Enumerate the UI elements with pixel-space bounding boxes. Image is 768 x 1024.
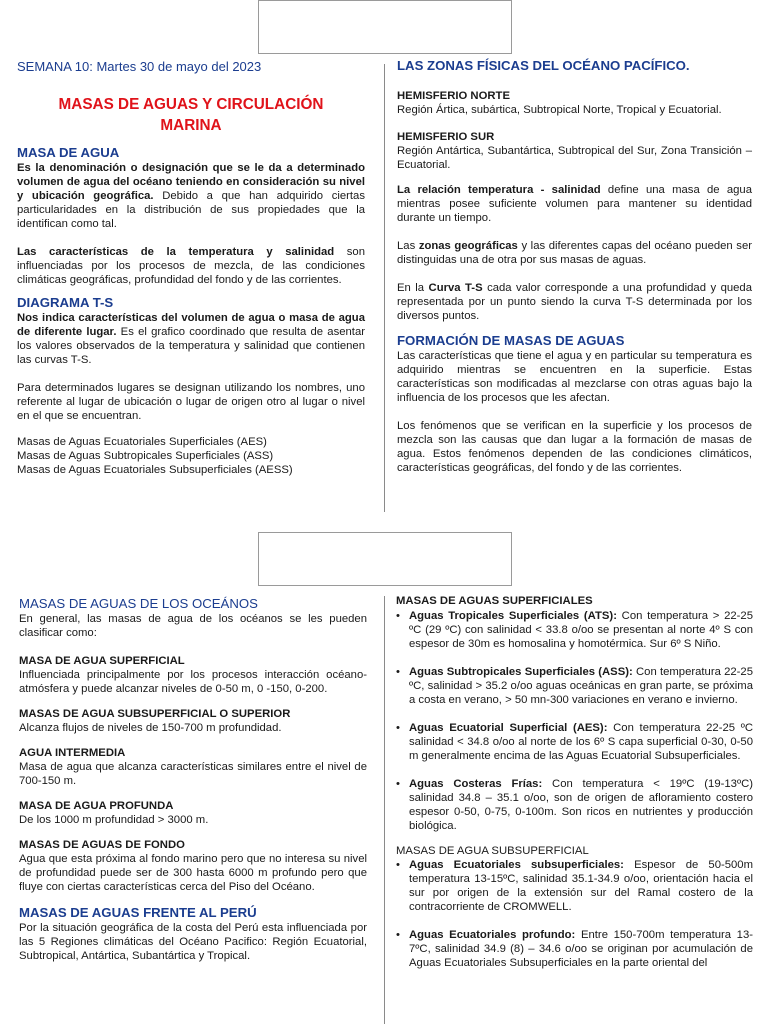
list-item [396,777,753,833]
curva-pre: En la [397,282,429,294]
profunda-text: De los 1000 m profundidad > 3000 m. [19,814,209,826]
hemisferio-norte-text: Región Ártica, subártica, Subtropical Norte, Tropical y Ecuatorial. [397,104,722,116]
list-item [396,721,753,763]
title-line-2: MARINA [160,117,222,134]
curva-bold: Curva T-S [428,282,483,294]
peru-paragraph: Por la situación geográfica de la costa del Perú esta influenciada por las 5 Regiones climáticas del Océano Pacifico: Región Ecuatorial, Subtropical, Antártica, Subantártica y Tropical. [19,922,367,962]
formacion-paragraph-1: Las características que tiene el agua y en particular su temperatura es adquirido mientras se encuentren en la superficie. Estas características son modificadas al mezclarse con otras aguas bajo la influencia de los procesos que les afectan. [397,350,752,404]
profunda-block [19,799,367,827]
ats-bold: Aguas Tropicales Superficiales (ATS): [409,610,617,622]
aep-rest: Entre 150-700m temperatura 13-7ºC, salinidad 34.9 (8) – 34.6 o/oo se originan por acumulación de Aguas Ecuatoriales Subsuperficiales en la parte oriental del [409,929,753,969]
hemisferio-sur-block [397,130,752,172]
hemisferio-norte-block [397,89,752,117]
list-item [396,665,753,707]
zonas-geograficas-paragraph [397,239,752,267]
hemisferio-sur-text: Región Antártica, Subantártica, Subtropical del Sur, Zona Transición – Ecuatorial. [397,145,752,171]
page2-left-column [19,596,367,977]
profunda-label: MASA DE AGUA PROFUNDA [19,800,174,812]
zg-bold: zonas geográficas [418,240,518,252]
peru-heading: MASAS DE AGUAS FRENTE AL PERÚ [19,905,257,920]
list-item [396,609,753,651]
ass-bold: Aguas Subtropicales Superficiales (ASS): [409,666,633,678]
curva-ts-paragraph [397,281,752,323]
hemisferio-norte-label: HEMISFERIO NORTE [397,90,510,102]
superficial-text: Influenciada principalmente por los procesos interacción océano-atmósfera y puede alcanzar niveles de 0-50 m, 0 -150, 0-200. [19,669,367,695]
page1-left-column [17,58,365,477]
list-item [396,858,753,914]
subsuperficial-text: Alcanza flujos de niveles de 150-700 m profundidad. [19,722,282,734]
masa-agua-rest: Debido a que han adquirido ciertas particularidades en la distribución de sus propiedades que la identifican como tal. [17,190,365,230]
zg-rest: y las diferentes capas del océano pueden ser distinguidas una de otra por sus masas de aguas. [397,240,752,266]
column-divider-2 [384,596,385,1024]
ats-rest: Con temperatura > 22-25 ºC (29 ºC) con salinidad < 33.8 o/oo se presentan al norte 4º S con espesor de 30m es homosalina y homotérmica. Sur 6º S Niño. [409,610,753,650]
zonas-heading: LAS ZONAS FÍSICAS DEL OCÉANO PACÍFICO. [397,58,690,73]
oceanos-paragraph: En general, las masas de agua de los océanos se les pueden clasificar como: [19,613,367,639]
rel-rest: define una masa de agua mientras posee suficiente volumen para mantener su identidad durante un tiempo. [397,184,752,224]
subsuperficial-label: MASAS DE AGUA SUBSUPERFICIAL O SUPERIOR [19,708,291,720]
superficial-label: MASA DE AGUA SUPERFICIAL [19,655,185,667]
formacion-heading: FORMACIÓN DE MASAS DE AGUAS [397,333,625,348]
caracteristicas-paragraph [17,245,365,287]
header-image-placeholder [258,0,512,54]
aep-bold: Aguas Ecuatoriales profundo: [409,929,576,941]
diagrama-paragraph [17,311,365,367]
fondo-block [19,838,367,894]
oceanos-heading: MASAS DE AGUAS DE LOS OCEÁNOS [19,596,258,611]
page-title [17,94,365,136]
masas-list [17,435,365,477]
caract-bold: Las características de la temperatura y salinidad [17,246,335,258]
page1-right-column [397,58,752,489]
intermedia-text: Masa de agua que alcanza características similares entre el nivel de 700-150 m. [19,761,367,787]
relacion-paragraph [397,183,752,225]
formacion-paragraph-2: Los fenómenos que se verifican en la superficie y los procesos de mezcla son las causas que dan lugar a la formación de masas de agua. Estos fenómenos dependen de las condiciones climáticos, características geográficas, del fondo y de las corrientes. [397,420,752,474]
hemisferio-sur-label: HEMISFERIO SUR [397,131,495,143]
page2-header-image-placeholder [258,532,512,586]
list-item: Masas de Aguas Ecuatoriales Superficiales (AES) [17,436,267,448]
caract-rest: son influenciadas por los procesos de mezcla, de las condiciones climáticas geográficas, profundidad del fondo y de las corrientes. [17,246,365,286]
page2-right-column [396,594,753,984]
list-item: Masas de Aguas Ecuatoriales Subsuperficiales (AESS) [17,464,293,476]
fondo-text: Agua que esta próxima al fondo marino pero que no interesa su nivel de profundidad puede ser de 300 hasta 6000 m profundo pero que fluye con ciertas características cerca del Piso del Océano. [19,853,367,893]
masas-superficiales-label: MASAS DE AGUAS SUPERFICIALES [396,595,593,607]
subsuperficiales-list [396,858,753,970]
aes-bold: Aguas Ecuatorial Superficial (AES): [409,722,608,734]
masa-agua-bold: Es la denominación o designación que se le da a determinado volumen de agua del océano teniendo en consideración su nivel y ubicación geográfica. [17,162,365,202]
diag-bold: Nos indica características del volumen de agua o masa de agua de diferente lugar. [17,312,365,338]
diagrama-ts-heading: DIAGRAMA T-S [17,295,114,310]
diag-rest: Es el grafico coordinado que resulta de asentar los valores observados de la temperatura y salinidad que contienen las curvas T-S. [17,326,365,366]
acf-bold: Aguas Costeras Frías: [409,778,543,790]
acf-rest: Con temperatura < 19ºC (19-13ºC) salinidad 34.8 – 35.1 o/oo, son de origen de afloramiento costero espesor 0-50, 0-75, 0-100m. Son ricos en nutrientes y producción biológica. [409,778,753,832]
masa-subsuperficial-label: MASAS DE AGUA SUBSUPERFICIAL [396,845,589,857]
ass-rest: Con temperatura 22-25 ºC, salinidad > 35.2 o/oo aguas oceánicas en gran parte, se próxima a costa en verano, > 50 mn-300 variaciones en verano e invierno. [409,666,753,706]
superficiales-list [396,609,753,833]
aess-rest: Espesor de 50-500m temperatura 13-15ºC, salinidad 35.1-34.9 o/oo, orientación hacia el sur por origen de la extensión sur del Ramal costero de la contracorriente de CROMWELL. [409,859,753,913]
list-item: Masas de Aguas Subtropicales Superficiales (ASS) [17,450,274,462]
aes-rest: Con temperatura 22-25 ºC salinidad < 34.8 o/oo al norte de los 6º S capa superficial 0-30, 0-50 m generalmente encima de las Aguas Ecuatorial Subsuperficiales. [409,722,753,762]
zg-pre: Las [397,240,419,252]
aess-bold: Aguas Ecuatoriales subsuperficiales: [409,859,624,871]
column-divider [384,64,385,512]
week-label: SEMANA 10: Martes 30 de mayo del 2023 [17,59,262,74]
fondo-label: MASAS DE AGUAS DE FONDO [19,839,185,851]
intermedia-label: AGUA INTERMEDIA [19,747,126,759]
masa-agua-paragraph [17,161,365,231]
masa-agua-heading: MASA DE AGUA [17,145,120,160]
title-line-1: MASAS DE AGUAS Y CIRCULACIÓN [58,96,324,113]
subsuperficial-block [19,707,367,735]
superficial-block [19,654,367,696]
nombres-paragraph: Para determinados lugares se designan utilizando los nombres, uno referente al lugar de ubicación o lugar de origen otro al lugar o nivel en el que se encuentran. [17,382,365,422]
rel-bold: La relación temperatura - salinidad [397,184,601,196]
curva-rest: cada valor corresponde a una profundidad y queda representada por un punto siendo la curva T-S determinada por los diversos puntos. [397,282,752,322]
intermedia-block [19,746,367,788]
list-item [396,928,753,970]
